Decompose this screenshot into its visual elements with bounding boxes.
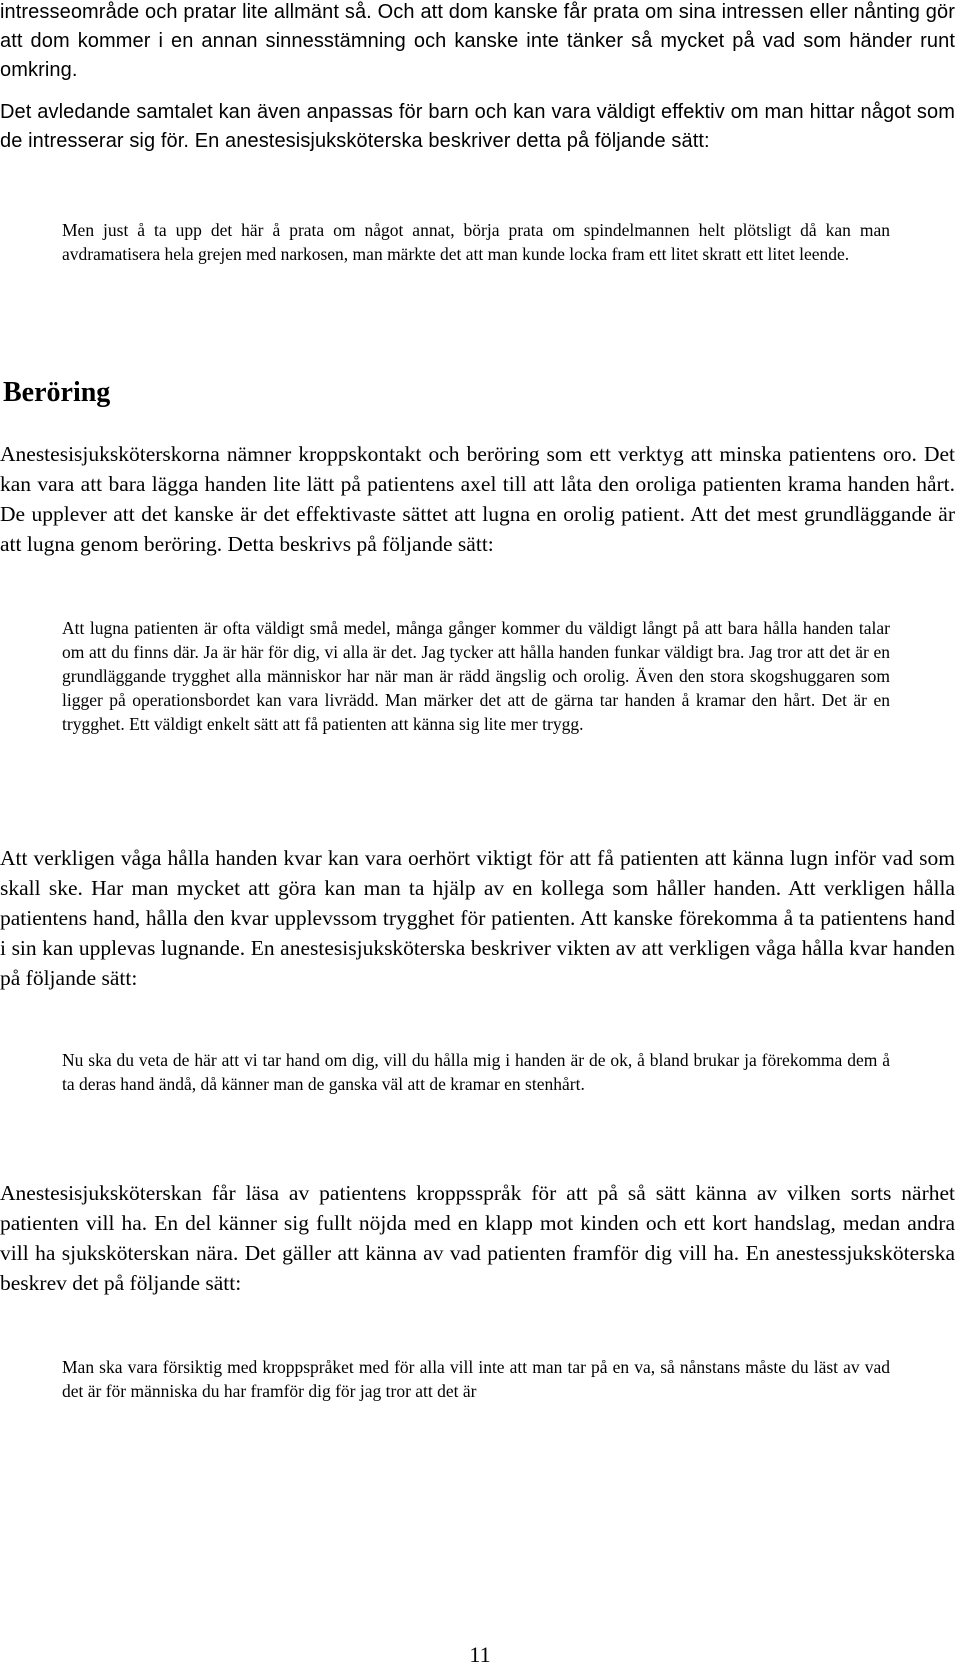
paragraph-intro-continued: intresseområde och pratar lite allmänt så. Och att dom kanske får prata om sina intressen eller nånting gör att dom kommer i en annan sinnesstämning och kanske inte tänker så mycket på vad som händer runt omkring. (0, 1, 955, 81)
section-heading-beroring: Beröring (3, 377, 111, 408)
page-number: 11 (469, 1642, 491, 1667)
paragraph-touch-intro: Anestesisjuksköterskorna nämner kroppskontakt och beröring som ett verktyg att minska patientens oro. Det kan vara att bara lägga handen lite lätt på patientens axel till att låta den oroliga patienten krama handen hårt. De upplever att det kanske är det effektivaste sättet att lugna en orolig patient. Att det mest grundläggande är att lugna genom beröring. Detta beskrivs på följande sätt: (0, 442, 955, 556)
quote-careful-body-language: Man ska vara försiktig med kroppspråket med för alla vill inte att man tar på en va, så nånstans måste du läst av vad det är för människa du har framför dig för jag tror att det är (62, 1357, 890, 1401)
quote-hold-hand: Att lugna patienten är ofta väldigt små medel, många gånger kommer du väldigt långt på att bara hålla handen talar om att du finns där. Ja är här för dig, vi alla är det. Jag tycker att hålla handen funkar väldigt bra. Jag tror att det är en grundläggande trygghet alla människor har när man är rädd ängslig och orolig. Även den stora skogshuggaren som ligger på operationsbordet kan vara livrädd. Man märker det att de gärna tar handen å kramar den hårt. Det är en trygghet. Ett väldigt enkelt sätt att få patienten att känna sig lite mer trygg. (62, 618, 890, 734)
quote-spiderman: Men just å ta upp det här å prata om något annat, börja prata om spindelmannen helt plötsligt då kan man avdramatisera hela grejen med narkosen, man märkte det att man kunde locka fram ett litet skratt ett litet leende. (62, 220, 890, 264)
paragraph-body-language: Anestesisjuksköterskan får läsa av patientens kroppsspråk för att på så sätt känna av vilken sorts närhet patienten vill ha. En del känner sig fullt nöjda med en klapp mot kinden och ett kort handslag, medan andra vill ha sjuksköterskan nära. Det gäller att känna av vad patienten framför dig vill ha. En anestessjuksköterska beskrev det på följande sätt: (0, 1181, 955, 1295)
paragraph-dare-hold-hand: Att verkligen våga hålla handen kvar kan vara oerhört viktigt för att få patienten att känna lugn inför vad som skall ske. Har man mycket att göra kan man ta hjälp av en kollega som håller handen. Att verkligen hålla patientens hand, hålla den kvar upplevssom trygghet för patienten. Att kanske förekomma å ta patientens hand i sin kan upplevas lugnande. En anestesisjuksköterska beskriver vikten av att verkligen våga hålla kvar handen på följande sätt: (0, 846, 955, 990)
quote-take-care: Nu ska du veta de här att vi tar hand om dig, vill du hålla mig i handen är de ok, å bland brukar ja förekomma dem å ta deras hand ändå, då känner man de ganska väl att de kramar en stenhårt. (62, 1050, 890, 1094)
paragraph-distraction-children: Det avledande samtalet kan även anpassas för barn och kan vara väldigt effektiv om man hittar något som de intresserar sig för. En anestesisjuksköterska beskriver detta på följande sätt: (0, 101, 955, 152)
